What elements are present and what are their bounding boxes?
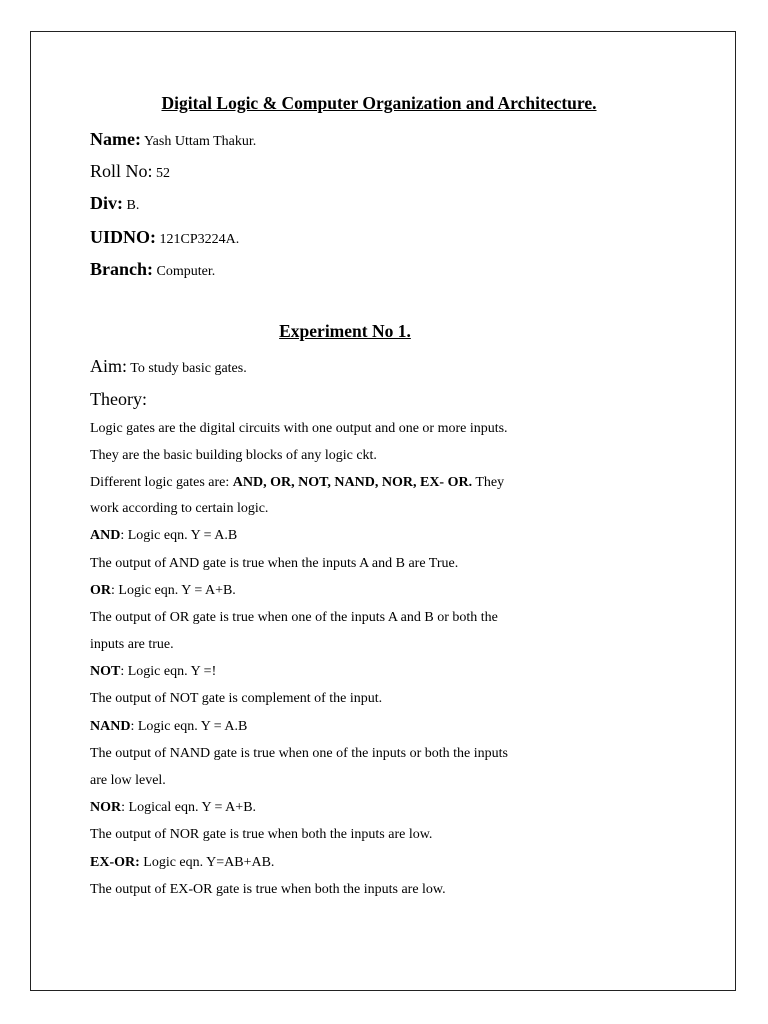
gate-list-line — [90, 476, 504, 490]
exor-eqn: Logic eqn. Y=AB+AB. — [139, 855, 275, 870]
theory-label: Theory: — [90, 389, 147, 409]
gate-list: AND, OR, NOT, NAND, NOR, EX- OR. — [232, 475, 473, 490]
name-field — [90, 130, 256, 149]
document-title: Digital Logic & Computer Organization and Architecture. — [161, 93, 597, 113]
branch-value: Computer. — [153, 264, 216, 279]
not-description: The output of NOT gate is complement of the input. — [90, 691, 383, 706]
exor-description: The output of EX-OR gate is true when both the inputs are low. — [90, 882, 446, 897]
not-eqn: : Logic eqn. Y =! — [120, 664, 217, 679]
roll-no-label: Roll No: — [90, 161, 153, 181]
aim-field — [90, 357, 247, 376]
uidno-label: UIDNO: — [90, 227, 156, 247]
and-eqn: : Logic eqn. Y = A.B — [120, 528, 238, 543]
theory-line: work according to certain logic. — [90, 501, 269, 516]
div-value: B. — [123, 198, 140, 213]
and-label: AND — [90, 528, 121, 543]
nand-description-cont: are low level. — [90, 773, 166, 788]
exor-label: EX-OR: — [90, 855, 140, 870]
nand-eqn: : Logic eqn. Y = A.B — [130, 719, 248, 734]
name-label: Name: — [90, 129, 141, 149]
nand-equation — [90, 720, 247, 734]
name-value: Yash Uttam Thakur. — [140, 134, 257, 149]
branch-label: Branch: — [90, 259, 153, 279]
or-label: OR — [90, 583, 111, 598]
nor-label: NOR — [90, 800, 122, 815]
or-eqn: : Logic eqn. Y = A+B. — [111, 583, 236, 598]
exor-equation — [90, 856, 274, 870]
branch-field — [90, 260, 215, 279]
roll-no-field — [90, 162, 170, 181]
div-field — [90, 194, 139, 213]
aim-value: To study basic gates. — [127, 361, 247, 376]
gate-list-tail: They — [472, 475, 505, 490]
aim-label: Aim: — [90, 356, 128, 376]
not-label: NOT — [90, 664, 121, 679]
roll-no-value: 52 — [152, 166, 171, 181]
div-label: Div: — [90, 193, 123, 213]
gate-list-intro: Different logic gates are: — [90, 475, 233, 490]
experiment-title: Experiment No 1. — [279, 321, 411, 341]
uidno-value: 121CP3224A. — [156, 232, 240, 247]
theory-heading — [90, 390, 147, 409]
or-equation — [90, 584, 236, 598]
uidno-field — [90, 228, 239, 247]
nor-eqn: : Logical eqn. Y = A+B. — [121, 800, 257, 815]
theory-line: Logic gates are the digital circuits with one output and one or more inputs. — [90, 421, 508, 436]
nand-description: The output of NAND gate is true when one of the inputs or both the inputs — [90, 746, 508, 761]
or-description: The output of OR gate is true when one of the inputs A and B or both the — [90, 610, 498, 625]
or-description-cont: inputs are true. — [90, 637, 174, 652]
nor-equation — [90, 801, 256, 815]
not-equation — [90, 665, 216, 679]
theory-line: They are the basic building blocks of any logic ckt. — [90, 448, 377, 463]
and-equation — [90, 529, 237, 543]
and-description: The output of AND gate is true when the inputs A and B are True. — [90, 556, 459, 571]
nor-description: The output of NOR gate is true when both the inputs are low. — [90, 827, 433, 842]
nand-label: NAND — [90, 719, 131, 734]
